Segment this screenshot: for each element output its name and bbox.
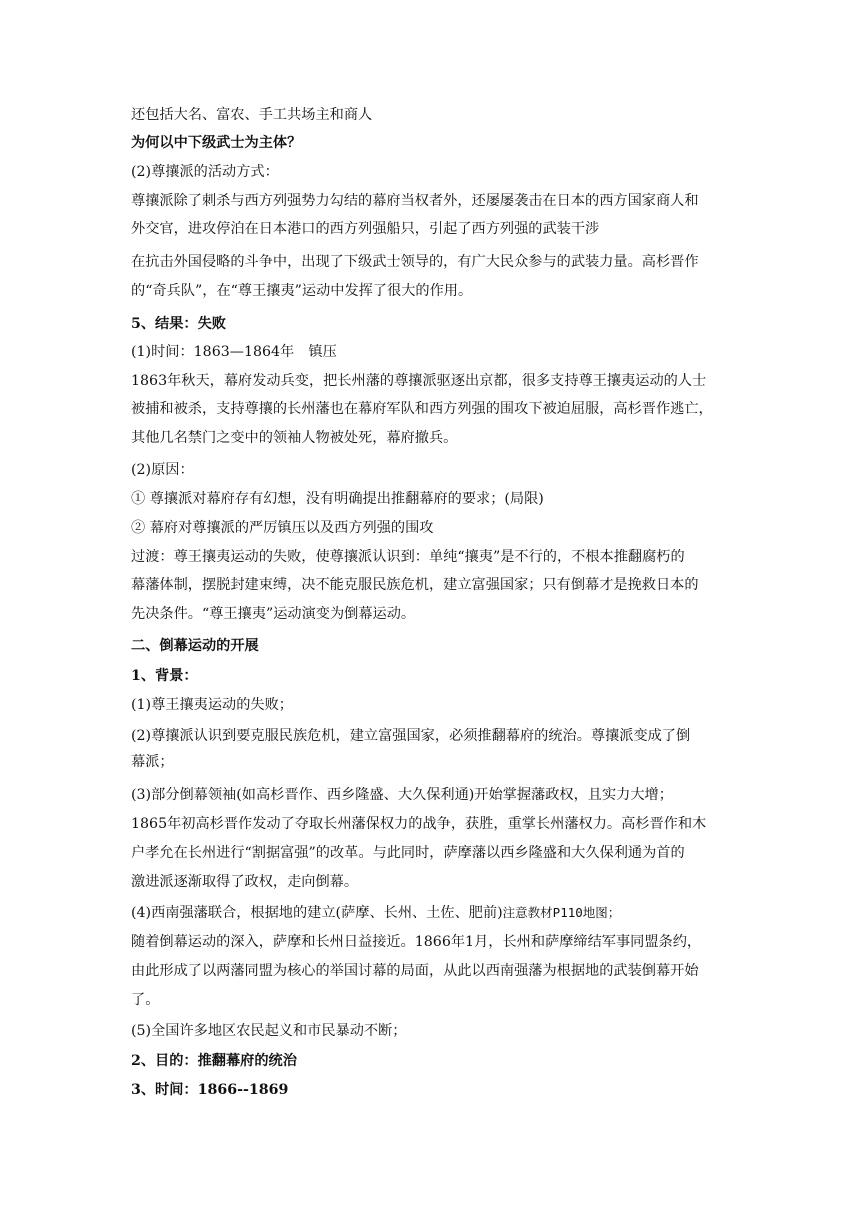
section-heading: 5、结果：失败 [131, 316, 226, 332]
text-line: (3)部分倒幕领袖(如高杉晋作、西乡隆盛、大久保利通)开始掌握藩政权，且实力大增； [131, 787, 673, 803]
text-line: 其他几名禁门之变中的领袖人物被处死，幕府撤兵。 [131, 430, 458, 446]
text-line: 户孝允在长州进行“割据富强”的改革。与此同时，萨摩藩以西乡隆盛和大久保利通为首的 [131, 845, 685, 861]
subsection-heading: 1、背景： [131, 668, 198, 684]
text-line: 还包括大名、富农、手工共场主和商人 [131, 107, 373, 123]
text-line: 外交官，进攻停泊在日本港口的西方列强船只，引起了西方列强的武装干涉 [131, 221, 600, 237]
text-line: (1)尊王攘夷运动的失败； [131, 697, 293, 713]
text-line: 的“奇兵队”，在“尊王攘夷”运动中发挥了很大的作用。 [131, 283, 473, 299]
text-line: 先决条件。“尊王攘夷”运动演变为倒幕运动。 [131, 606, 416, 622]
text-line: 1863年秋天，幕府发动兵变，把长州藩的尊攘派驱逐出京都，很多支持尊王攘夷运动的人士 [131, 373, 707, 389]
text-line: (5)全国许多地区农民起义和市民暴动不断； [131, 1023, 407, 1039]
text-line: (1)时间：1863—1864年 镇压 [131, 344, 337, 360]
text-line: 随着倒幕运动的深入，萨摩和长州日益接近。1866年1月，长州和萨摩缔结军事同盟条约， [131, 934, 702, 950]
text-line: 过渡：尊王攘夷运动的失败，使尊攘派认识到：单纯“攘夷”是不行的，不根本推翻腐朽的 [131, 549, 685, 565]
question-heading: 为何以中下级武士为主体？ [131, 135, 302, 151]
list-item: ① 尊攘派对幕府存有幻想，没有明确提出推翻幕府的要求；(局限) [131, 491, 544, 507]
text-line: (2)原因： [131, 462, 194, 478]
map-note: 注意教材P110地图； [502, 905, 621, 920]
text-line: 由此形成了以两藩同盟为核心的举国讨幕的局面，从此以西南强藩为根据地的武装倒幕开始 [131, 963, 699, 979]
text-line: 激进派逐渐取得了政权，走向倒幕。 [131, 874, 359, 890]
text-line: 被捕和被杀，支持尊攘的长州藩也在幕府军队和西方列强的围攻下被迫屈服，高杉晋作逃亡， [131, 401, 713, 417]
text-line: 了。 [131, 992, 160, 1008]
text-line: 幕派； [131, 754, 174, 770]
text-line: 在抗击外国侵略的斗争中，出现了下级武士领导的，有广大民众参与的武装力量。高杉晋作 [131, 254, 699, 270]
text-line: 幕藩体制，摆脱封建束缚，决不能克服民族危机，建立富强国家；只有倒幕才是挽救日本的 [131, 577, 699, 593]
text-line: (2)尊攘派认识到要克服民族危机，建立富强国家，必须推翻幕府的统治。尊攘派变成了倒 [131, 728, 691, 744]
subsection-heading: 2、目的：推翻幕府的统治 [131, 1053, 297, 1069]
list-item: ② 幕府对尊攘派的严厉镇压以及西方列强的围攻 [131, 520, 434, 536]
text-span: (4)西南强藩联合，根据地的建立(萨摩、长州、土佐、肥前) [131, 905, 503, 921]
text-line: 1865年初高杉晋作发动了夺取长州藩保权力的战争，获胜，重掌长州藩权力。高杉晋作和木 [131, 816, 707, 832]
text-line [131, 904, 731, 922]
section-heading: 二、倒幕运动的开展 [131, 638, 259, 654]
text-line: (2)尊攘派的活动方式： [131, 164, 279, 180]
text-line: 尊攘派除了刺杀与西方列强势力勾结的幕府当权者外，还屡屡袭击在日本的西方国家商人和 [131, 193, 699, 209]
subsection-heading: 3、时间：1866--1869 [131, 1082, 289, 1098]
